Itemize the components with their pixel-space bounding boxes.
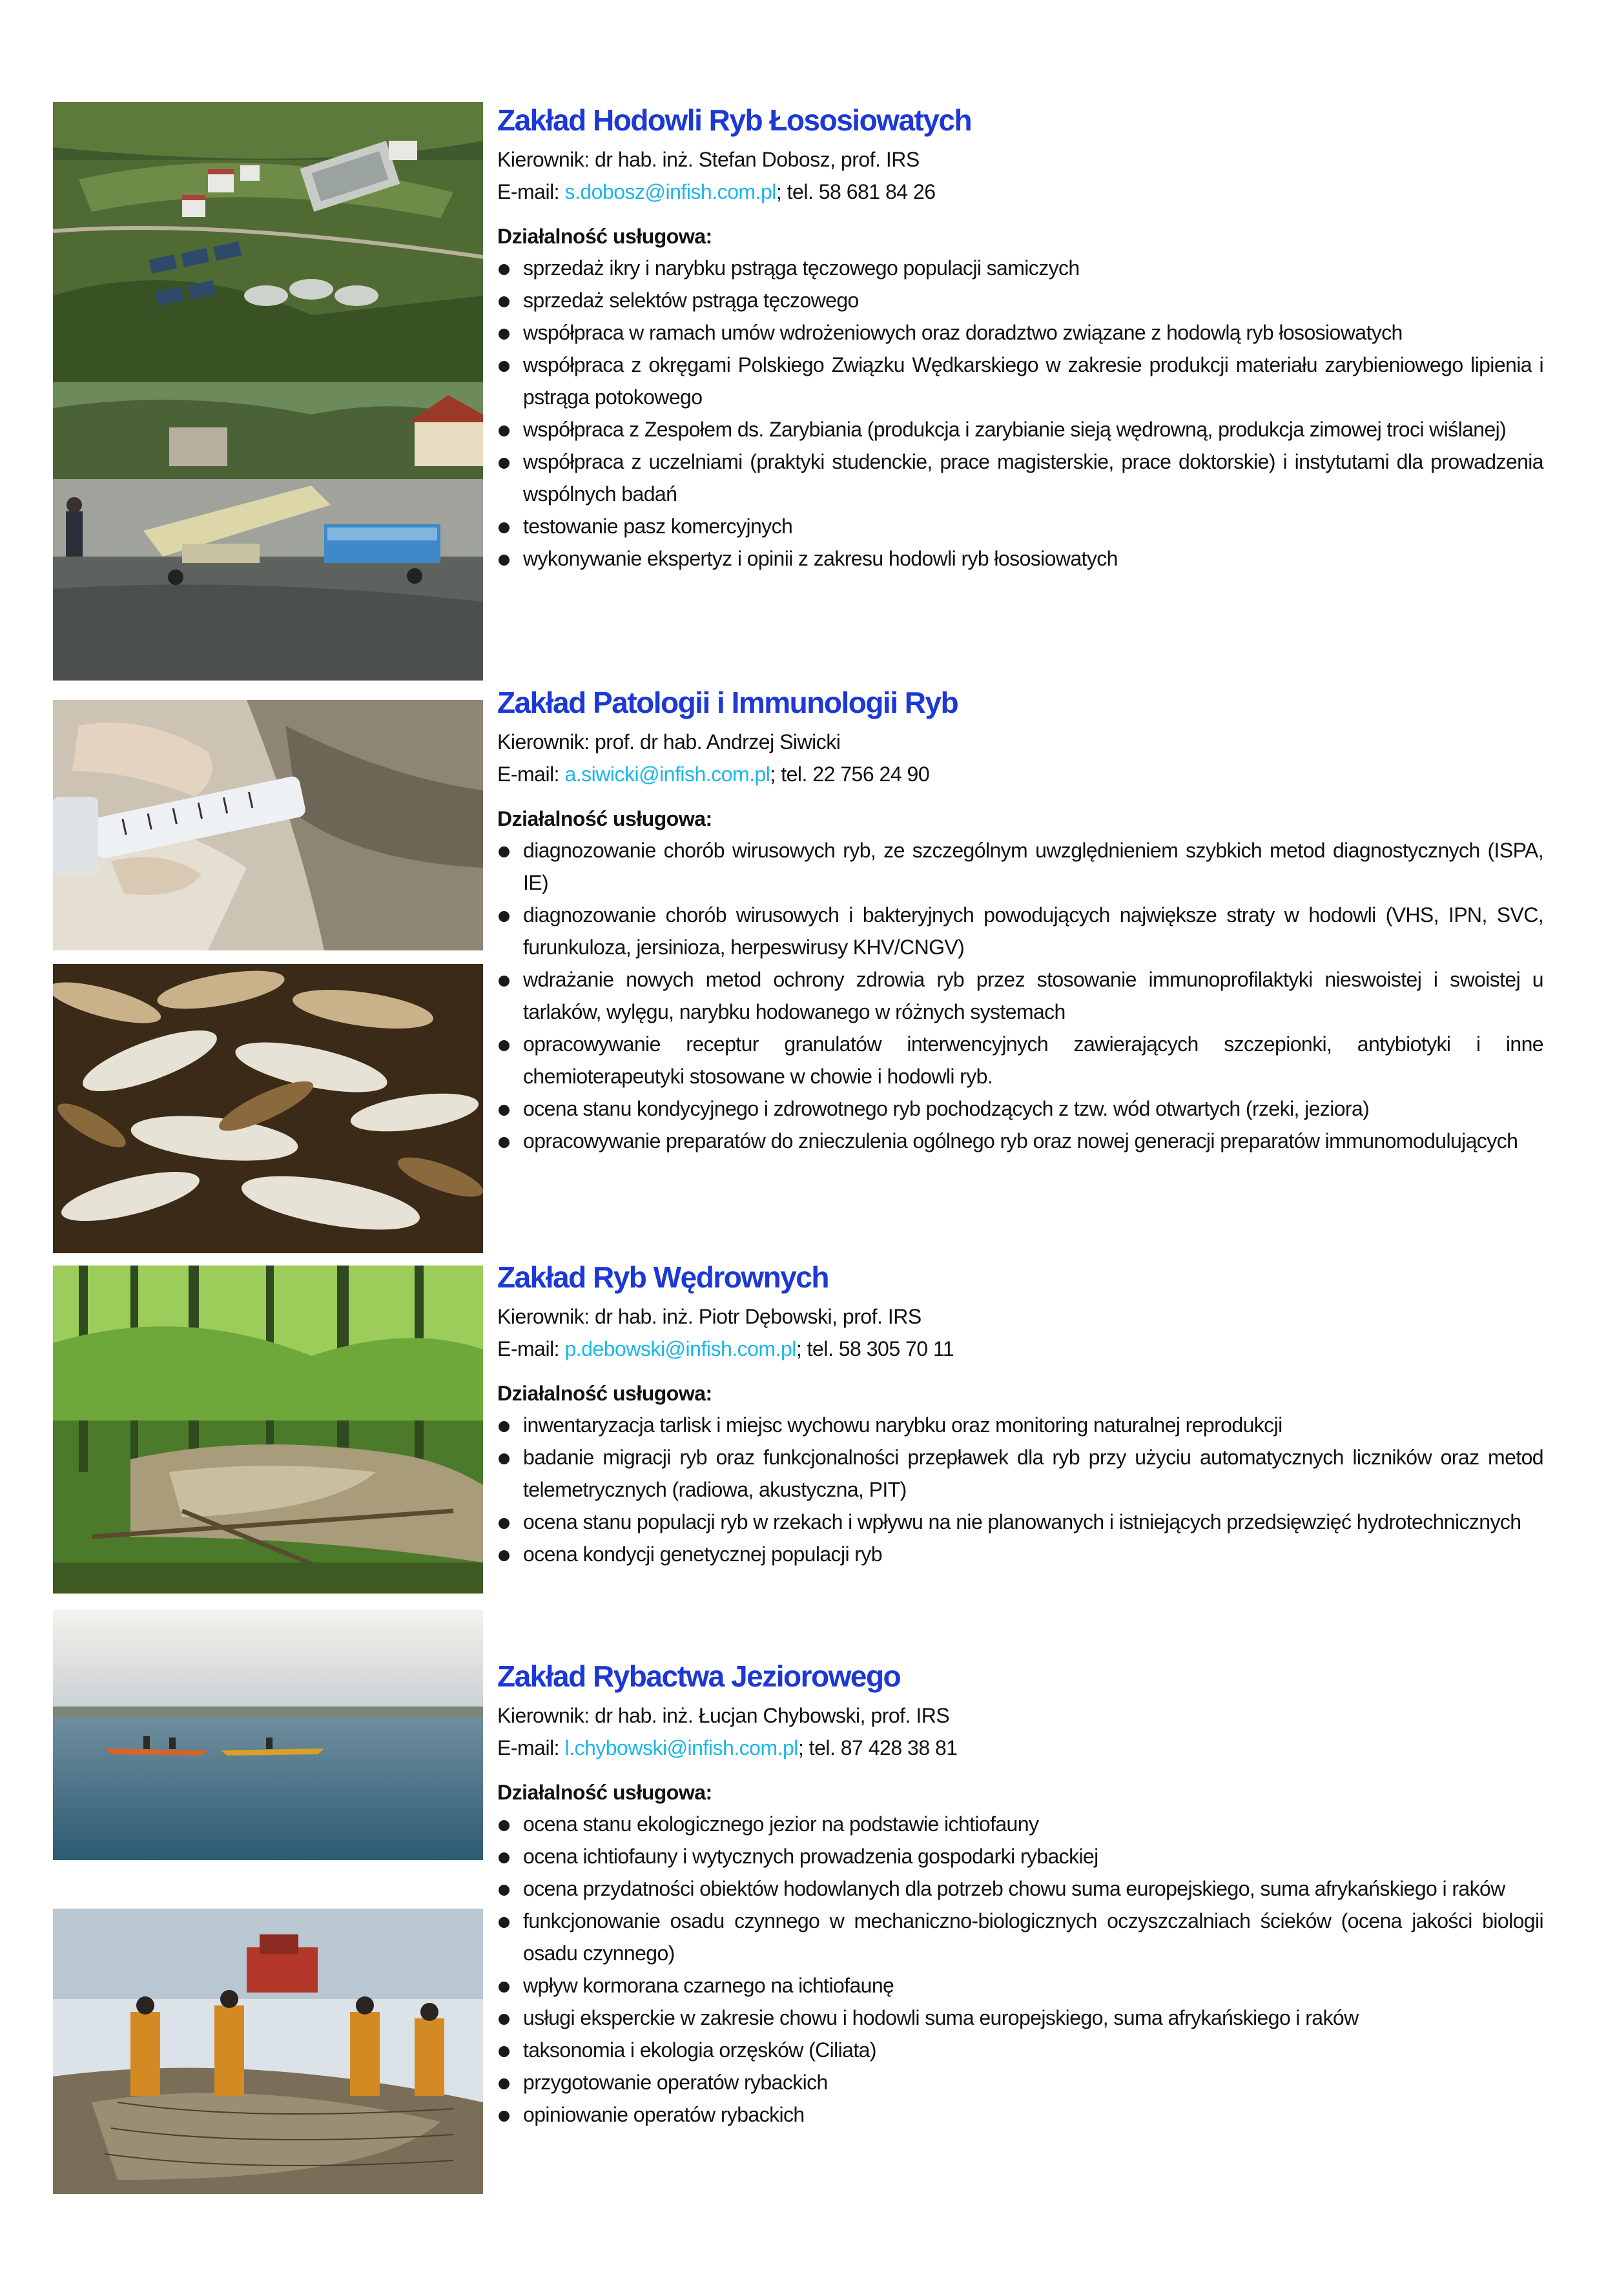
services-heading: Działalność usługowa: — [497, 1781, 712, 1804]
list-item: wykonywanie ekspertyz i opinii z zakresu hodowli ryb łososiowatych — [497, 542, 1543, 575]
list-item: ocena ichtiofauny i wytycznych prowadzenia gospodarki rybackiej — [497, 1840, 1543, 1872]
list-item: ocena kondycji genetycznej populacji ryb — [497, 1538, 1543, 1570]
list-item: usługi eksperckie w zakresie chowu i hodowli suma europejskiego, suma afrykańskiego i raków — [497, 2002, 1543, 2034]
head-name: dr hab. inż. Stefan Dobosz, prof. IRS — [595, 148, 920, 171]
list-item: diagnozowanie chorób wirusowych i bakteryjnych powodujących największe straty w hodowli (VHS, IPN, SVC, furunkuloza, jersinioza, herpeswirusy KHV/CNGV) — [497, 899, 1543, 963]
services-list — [497, 1808, 1543, 2131]
list-item: wdrażanie nowych metod ochrony zdrowia ryb przez stosowanie immunoprofilaktyki nieswoistej i swoistej u tarlaków, wylęgu, narybku hodowanego w różnych systemach — [497, 963, 1543, 1028]
email-label: E-mail: — [497, 1337, 565, 1360]
list-item: taksonomia i ekologia orzęsków (Ciliata) — [497, 2034, 1543, 2066]
list-item: ocena stanu ekologicznego jezior na podstawie ichtiofauny — [497, 1808, 1543, 1840]
head-name: prof. dr hab. Andrzej Siwicki — [595, 730, 841, 753]
email-link[interactable]: s.dobosz@infish.com.pl — [564, 180, 776, 203]
list-item: opracowywanie receptur granulatów interwencyjnych zawierających szczepionki, antybiotyki i inne chemioterapeutyki stosowane w chowie i hodowli ryb. — [497, 1028, 1543, 1092]
photo-hatchery-aerial — [53, 102, 483, 382]
list-item: współpraca z uczelniami (praktyki studenckie, prace magisterskie, prace doktorskie) i instytutami dla prowadzenia wspólnych badań — [497, 446, 1543, 510]
list-item: badanie migracji ryb oraz funkcjonalności przepławek dla ryb przy użyciu automatycznych liczników oraz metod telemetrycznych (radiowa, akustyczna, PIT) — [497, 1441, 1543, 1506]
list-item: przygotowanie operatów rybackich — [497, 2066, 1543, 2098]
email-link[interactable]: p.debowski@infish.com.pl — [564, 1337, 796, 1360]
list-item: ocena stanu populacji ryb w rzekach i wpływu na nie planowanych i istniejących przedsięwzięć hydrotechnicznych — [497, 1506, 1543, 1538]
list-item: diagnozowanie chorób wirusowych ryb, ze szczególnym uwzględnieniem szybkich metod diagnostycznych (ISPA, IE) — [497, 834, 1543, 899]
head-name: dr hab. inż. Piotr Dębowski, prof. IRS — [595, 1305, 922, 1328]
services-heading: Działalność usługowa: — [497, 1382, 712, 1405]
list-item: funkcjonowanie osadu czynnego w mechaniczno-biologicznych oczyszczalniach ścieków (ocena jakości biologii osadu czynnego) — [497, 1905, 1543, 1969]
section-title: Zakład Patologii i Immunologii Ryb — [497, 686, 958, 719]
head-label: Kierownik: — [497, 1305, 595, 1328]
list-item: testowanie pasz komercyjnych — [497, 510, 1543, 542]
phone: ; tel. 58 305 70 11 — [796, 1337, 954, 1360]
section-salmonid-breeding — [497, 102, 1543, 575]
services-list — [497, 1409, 1543, 1570]
list-item: sprzedaż ikry i narybku pstrąga tęczowego populacji samiczych — [497, 252, 1543, 284]
list-item: sprzedaż selektów pstrąga tęczowego — [497, 284, 1543, 316]
photo-fish-transport — [53, 382, 483, 681]
list-item: ocena przydatności obiektów hodowlanych dla potrzeb chowu suma europejskiego, suma afrykańskiego i raków — [497, 1872, 1543, 1905]
phone: ; tel. 22 756 24 90 — [770, 763, 930, 786]
list-item: opracowywanie preparatów do znieczulenia ogólnego ryb oraz nowej generacji preparatów immunomodulujących — [497, 1125, 1543, 1157]
section-migratory-fish — [497, 1259, 1543, 1570]
photo-forest-stream — [53, 1266, 483, 1594]
section-title: Zakład Hodowli Ryb Łososiowatych — [497, 103, 972, 137]
services-heading: Działalność usługowa: — [497, 225, 712, 248]
head-line — [497, 1699, 1543, 1732]
photo-ice-fishing — [53, 1909, 483, 2194]
photo-lake-kayaks — [53, 1610, 483, 1860]
contact-line — [497, 758, 1543, 790]
services-list — [497, 834, 1543, 1157]
head-line — [497, 143, 1543, 176]
head-label: Kierownik: — [497, 730, 595, 753]
services-list — [497, 252, 1543, 575]
photo-fish-pile — [53, 964, 483, 1253]
photo-fish-injection — [53, 700, 483, 950]
head-line — [497, 1300, 1543, 1333]
email-link[interactable]: l.chybowski@infish.com.pl — [564, 1736, 798, 1759]
head-label: Kierownik: — [497, 148, 595, 171]
list-item: opiniowanie operatów rybackich — [497, 2098, 1543, 2131]
contact-line — [497, 176, 1543, 208]
section-title: Zakład Ryb Wędrownych — [497, 1260, 829, 1294]
section-fish-pathology — [497, 684, 1543, 1157]
contact-line — [497, 1732, 1543, 1764]
list-item: współpraca z okręgami Polskiego Związku Wędkarskiego w zakresie produkcji materiału zarybieniowego lipienia i pstrąga potokowego — [497, 349, 1543, 413]
head-label: Kierownik: — [497, 1704, 595, 1727]
head-name: dr hab. inż. Łucjan Chybowski, prof. IRS — [595, 1704, 950, 1727]
section-title: Zakład Rybactwa Jeziorowego — [497, 1659, 901, 1693]
phone: ; tel. 87 428 38 81 — [798, 1736, 958, 1759]
contact-line — [497, 1333, 1543, 1365]
email-link[interactable]: a.siwicki@infish.com.pl — [564, 763, 770, 786]
list-item: współpraca z Zespołem ds. Zarybiania (produkcja i zarybianie sieją wędrowną, produkcja zimowej troci wiślanej) — [497, 413, 1543, 446]
phone: ; tel. 58 681 84 26 — [776, 180, 936, 203]
head-line — [497, 726, 1543, 758]
section-lake-fisheries — [497, 1658, 1543, 2131]
email-label: E-mail: — [497, 763, 565, 786]
email-label: E-mail: — [497, 1736, 565, 1759]
email-label: E-mail: — [497, 180, 565, 203]
list-item: wpływ kormorana czarnego na ichtiofaunę — [497, 1969, 1543, 2002]
list-item: ocena stanu kondycyjnego i zdrowotnego ryb pochodzących z tzw. wód otwartych (rzeki, jeziora) — [497, 1092, 1543, 1125]
list-item: współpraca w ramach umów wdrożeniowych oraz doradztwo związane z hodowlą ryb łososiowatych — [497, 316, 1543, 349]
list-item: inwentaryzacja tarlisk i miejsc wychowu narybku oraz monitoring naturalnej reprodukcji — [497, 1409, 1543, 1441]
services-heading: Działalność usługowa: — [497, 807, 712, 830]
